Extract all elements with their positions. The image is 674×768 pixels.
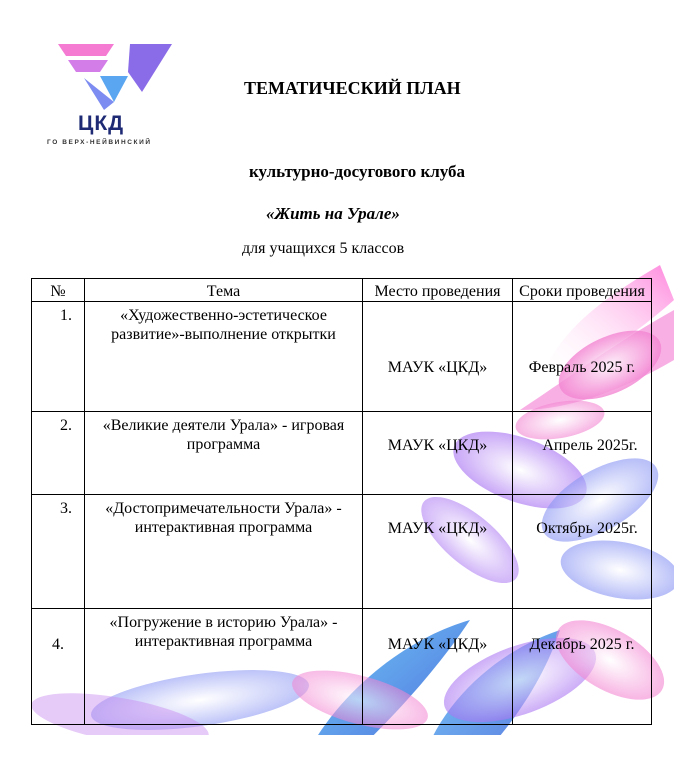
table-row [32, 302, 652, 412]
row-number: 3. [32, 495, 85, 609]
row-place: МАУК «ЦКД» [363, 609, 513, 725]
page-title: ТЕМАТИЧЕСКИЙ ПЛАН [244, 78, 461, 98]
table-row [32, 609, 652, 725]
header-number: № [32, 279, 85, 302]
header-place: Место проведения [363, 279, 513, 302]
row-topic: «Великие деятели Урала» - игровая программа [85, 412, 363, 495]
table-header-row [32, 279, 652, 302]
row-topic: «Погружение в историю Урала» - интерактивная программа [85, 609, 363, 725]
row-topic: «Достопримечательности Урала» - интерактивная программа [85, 495, 363, 609]
club-name: «Жить на Урале» [266, 204, 400, 223]
row-topic: «Художественно-эстетическое развитие»-выполнение открытки [85, 302, 363, 412]
row-place: МАУК «ЦКД» [363, 495, 513, 609]
row-place: МАУК «ЦКД» [363, 302, 513, 412]
logo-name: ЦКД [78, 112, 125, 135]
row-place: МАУК «ЦКД» [363, 412, 513, 495]
row-dates: Октябрь 2025г. [513, 495, 652, 609]
row-number: 1. [32, 302, 85, 412]
table-row [32, 495, 652, 609]
audience-text: для учащихся 5 классов [242, 240, 405, 257]
header-topic: Тема [85, 279, 363, 302]
header-dates: Сроки проведения [513, 279, 652, 302]
logo-subtitle: ГО ВЕРХ-НЕЙВИНСКИЙ [47, 139, 152, 146]
row-dates: Апрель 2025г. [513, 412, 652, 495]
row-number: 4. [32, 609, 85, 725]
table-row [32, 412, 652, 495]
row-number: 2. [32, 412, 85, 495]
row-dates: Февраль 2025 г. [513, 302, 652, 412]
plan-table [31, 278, 652, 725]
row-dates: Декабрь 2025 г. [513, 609, 652, 725]
page-subtitle: культурно-досугового клуба [249, 162, 466, 181]
